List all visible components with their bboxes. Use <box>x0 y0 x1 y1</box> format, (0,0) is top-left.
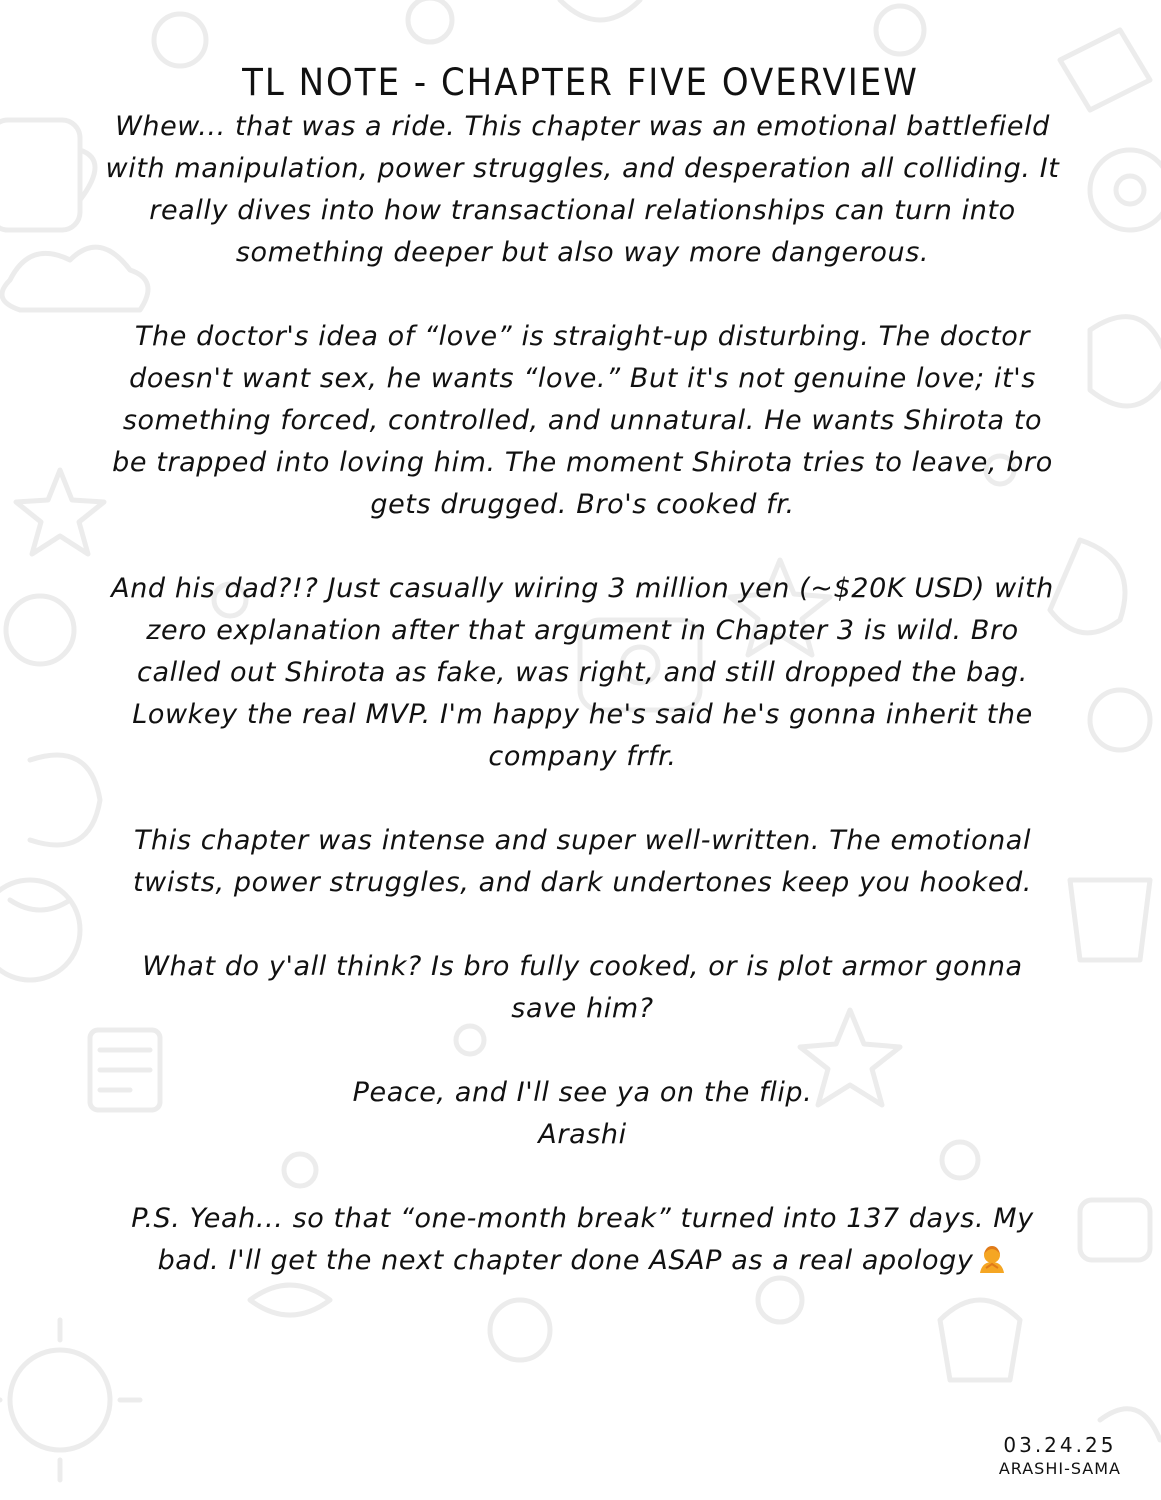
page-title: TL NOTE - CHAPTER FIVE OVERVIEW <box>242 60 919 105</box>
signoff-line: Peace, and I'll see ya on the flip. <box>352 1077 813 1108</box>
paragraph-dad: And his dad?!? Just casually wiring 3 million yen (~$20K USD) with zero explanation after that argument in Chapter 3 is wild. Bro called out Shirota as fake, was right, and still dropped the bag. Lowkey the real MVP. I'm happy he's said he's gonna inherit the company frfr. <box>111 573 1054 772</box>
paragraph-intro: Whew... that was a ride. This chapter was an emotional battlefield with manipulation, power struggles, and desperation all colliding. It really dives into how transactional relationships can turn into something deeper but also way more dangerous. <box>105 111 1060 268</box>
paragraph-question: What do y'all think? Is bro fully cooked, or is plot armor gonna save him? <box>142 951 1023 1024</box>
date-text: 03.24.25 <box>1003 1433 1117 1457</box>
postscript-text: P.S. Yeah... so that “one-month break” turned into 137 days. My bad. I'll get the next chapter done ASAP as a real apology <box>131 1203 1034 1276</box>
author-tag: ARASHI-SAMA <box>998 1459 1121 1478</box>
signoff-name: Arashi <box>538 1119 627 1150</box>
person-bowing-emoji-icon <box>977 1244 1007 1274</box>
postscript <box>105 1198 1060 1282</box>
signoff <box>105 1072 1060 1156</box>
paragraph-doctor: The doctor's idea of “love” is straight-up disturbing. The doctor doesn't want sex, he wants “love.” But it's not genuine love; it's something forced, controlled, and unnatural. He wants Shirota to be trapped into loving him. The moment Shirota tries to leave, bro gets drugged. Bro's cooked fr. <box>112 321 1053 520</box>
date-signature <box>999 1433 1121 1478</box>
note-body <box>105 106 1060 1282</box>
paragraph-summary: This chapter was intense and super well-written. The emotional twists, power struggles, and dark undertones keep you hooked. <box>132 825 1032 898</box>
